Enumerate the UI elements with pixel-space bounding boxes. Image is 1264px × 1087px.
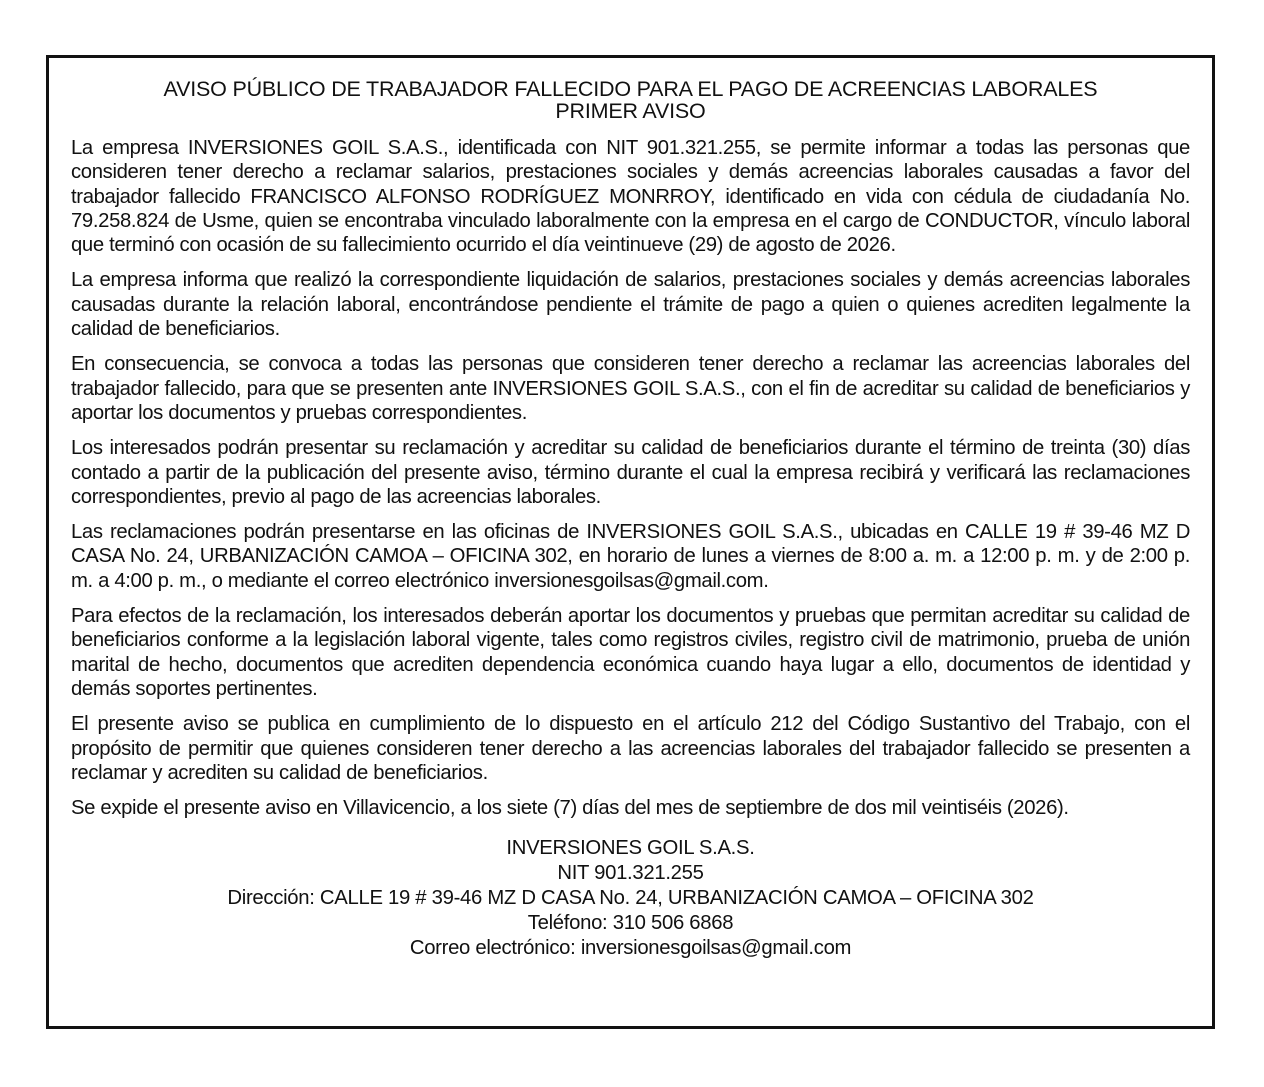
signature-address: Dirección: CALLE 19 # 39-46 MZ D CASA No. 24, URBANIZACIÓN CAMOA – OFICINA 302 (227, 887, 1034, 910)
paragraph-liquidation: La empresa informa que realizó la correspondiente liquidación de salarios, prestaciones sociales y demás acreencias laborales causadas durante la relación laboral, encontrándose pendiente el trámite de pago a quien o quienes acrediten legalmente la calidad de beneficiarios. (71, 269, 1190, 341)
paragraph-intro: La empresa INVERSIONES GOIL S.A.S., identificada con NIT 901.321.255, se permite informar a todas las personas que consideren tener derecho a reclamar salarios, prestaciones sociales y demás acreencias laborales causadas a favor del trabajador fallecido FRANCISCO ALFONSO RODRÍGUEZ MONRROY, identificado en vida con cédula de ciudadanía No. 79.258.824 de Usme, quien se encontraba vinculado laboralmente con la empresa en el cargo de CONDUCTOR, vínculo laboral que terminó con ocasión de su fallecimiento ocurrido el día veintinueve (29) de agosto de 2026. (71, 137, 1190, 257)
notice-subtitle: PRIMER AVISO (555, 99, 706, 123)
paragraph-offices: Las reclamaciones podrán presentarse en las oficinas de INVERSIONES GOIL S.A.S., ubicadas en CALLE 19 # 39-46 MZ D CASA No. 24, URBANIZACIÓN CAMOA – OFICINA 302, en horario de lunes a viernes de 8:00 a. m. a 12:00 p. m. y de 2:00 p. m. a 4:00 p. m., o mediante el correo electrónico inversionesgoilsas@gmail.com. (71, 521, 1190, 592)
signature-company: INVERSIONES GOIL S.A.S. (506, 837, 755, 860)
paragraph-legal-basis: El presente aviso se publica en cumplimiento de lo dispuesto en el artículo 212 del Código Sustantivo del Trabajo, con el propósito de permitir que quienes consideren tener derecho a las acreencias laborales del trabajador fallecido se presenten a reclamar y acrediten su calidad de beneficiarios. (71, 713, 1190, 784)
signature-block (71, 836, 1190, 961)
paragraph-term: Los interesados podrán presentar su reclamación y acreditar su calidad de beneficiarios durante el término de treinta (30) días contado a partir de la publicación del presente aviso, término durante el cual la empresa recibirá y verificará las reclamaciones correspondientes, previo al pago de las acreencias laborales. (71, 437, 1190, 508)
signature-phone: Teléfono: 310 506 6868 (527, 912, 734, 935)
paragraph-convocation: En consecuencia, se convoca a todas las personas que consideren tener derecho a reclamar las acreencias laborales del trabajador fallecido, para que se presenten ante INVERSIONES GOIL S.A.S., con el fin de acreditar su calidad de beneficiarios y aportar los documentos y pruebas correspondientes. (71, 353, 1190, 424)
notice-header (71, 78, 1190, 122)
signature-email: Correo electrónico: inversionesgoilsas@gmail.com (409, 937, 852, 960)
paragraph-issued: Se expide el presente aviso en Villavicencio, a los siete (7) días del mes de septiembre de dos mil veintiséis (2026). (71, 797, 1069, 820)
paragraph-documents: Para efectos de la reclamación, los interesados deberán aportar los documentos y pruebas que permitan acreditar su calidad de beneficiarios conforme a la legislación laboral vigente, tales como registros civiles, registro civil de matrimonio, prueba de unión marital de hecho, documentos que acrediten dependencia económica cuando haya lugar a ello, documentos de identidad y demás soportes pertinentes. (71, 605, 1190, 700)
notice-frame (46, 55, 1215, 1029)
notice-title: AVISO PÚBLICO DE TRABAJADOR FALLECIDO PARA EL PAGO DE ACREENCIAS LABORALES (163, 77, 1098, 101)
signature-nit: NIT 901.321.255 (557, 862, 704, 885)
